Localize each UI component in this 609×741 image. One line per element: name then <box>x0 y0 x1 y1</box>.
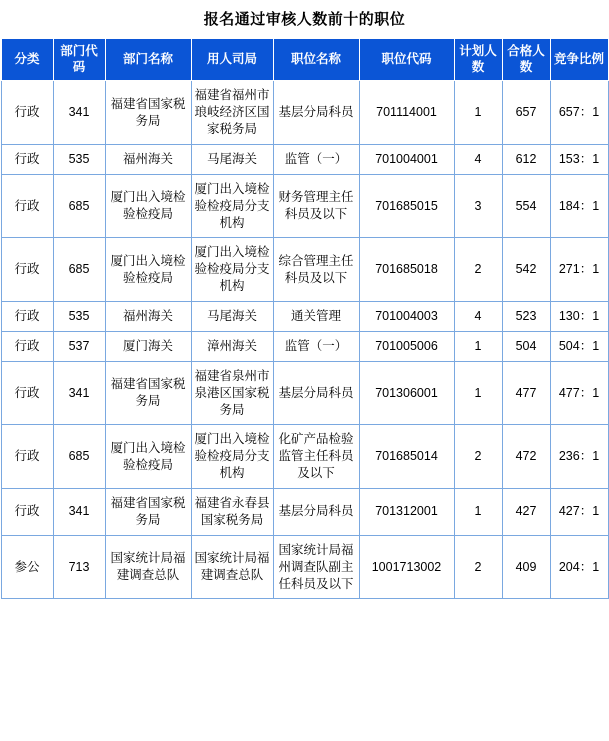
cell-dept-code: 685 <box>53 425 105 489</box>
cell-pass: 409 <box>502 535 550 599</box>
cell-dept-code: 685 <box>53 174 105 238</box>
table-body <box>1 81 608 599</box>
cell-category: 行政 <box>1 361 53 425</box>
cell-dept-name: 福州海关 <box>105 302 191 332</box>
cell-dept-code: 535 <box>53 144 105 174</box>
cell-dept-name: 厦门出入境检验检疫局 <box>105 238 191 302</box>
table-row <box>1 331 608 361</box>
cell-job-code: 701004001 <box>359 144 454 174</box>
cell-dept-code: 341 <box>53 489 105 536</box>
cell-dept-name: 福建省国家税务局 <box>105 81 191 145</box>
cell-category: 行政 <box>1 81 53 145</box>
cell-dept-code: 341 <box>53 361 105 425</box>
cell-pass: 612 <box>502 144 550 174</box>
cell-ratio: 236：1 <box>550 425 608 489</box>
column-header-ratio: 竞争比例 <box>550 39 608 81</box>
cell-category: 参公 <box>1 535 53 599</box>
column-header-job-name: 职位名称 <box>273 39 359 81</box>
cell-category: 行政 <box>1 331 53 361</box>
column-header-pass: 合格人数 <box>502 39 550 81</box>
column-header-unit: 用人司局 <box>191 39 273 81</box>
column-header-category: 分类 <box>1 39 53 81</box>
cell-pass: 472 <box>502 425 550 489</box>
cell-category: 行政 <box>1 425 53 489</box>
cell-dept-code: 713 <box>53 535 105 599</box>
cell-plan: 1 <box>454 489 502 536</box>
page-title: 报名通过审核人数前十的职位 <box>203 11 406 28</box>
cell-job-code: 701114001 <box>359 81 454 145</box>
table-row <box>1 535 608 599</box>
table-header <box>1 39 608 81</box>
cell-category: 行政 <box>1 489 53 536</box>
table-row <box>1 144 608 174</box>
cell-job-name: 监管（一） <box>273 144 359 174</box>
cell-job-code: 701685014 <box>359 425 454 489</box>
cell-pass: 477 <box>502 361 550 425</box>
positions-table <box>1 38 609 599</box>
cell-ratio: 657：1 <box>550 81 608 145</box>
table-row <box>1 81 608 145</box>
cell-plan: 2 <box>454 425 502 489</box>
cell-category: 行政 <box>1 144 53 174</box>
cell-job-code: 1001713002 <box>359 535 454 599</box>
cell-job-name: 监管（一） <box>273 331 359 361</box>
cell-plan: 4 <box>454 302 502 332</box>
cell-category: 行政 <box>1 174 53 238</box>
cell-ratio: 427：1 <box>550 489 608 536</box>
cell-unit: 厦门出入境检验检疫局分支机构 <box>191 174 273 238</box>
cell-unit: 福建省永春县国家税务局 <box>191 489 273 536</box>
cell-unit: 福建省福州市琅岐经济区国家税务局 <box>191 81 273 145</box>
cell-plan: 4 <box>454 144 502 174</box>
table-row <box>1 302 608 332</box>
cell-ratio: 204：1 <box>550 535 608 599</box>
cell-job-name: 综合管理主任科员及以下 <box>273 238 359 302</box>
cell-job-code: 701312001 <box>359 489 454 536</box>
cell-job-name: 基层分局科员 <box>273 489 359 536</box>
cell-plan: 1 <box>454 361 502 425</box>
table-row <box>1 238 608 302</box>
cell-plan: 1 <box>454 81 502 145</box>
cell-dept-name: 厦门海关 <box>105 331 191 361</box>
cell-ratio: 477：1 <box>550 361 608 425</box>
cell-plan: 2 <box>454 535 502 599</box>
cell-job-code: 701685015 <box>359 174 454 238</box>
cell-ratio: 271：1 <box>550 238 608 302</box>
column-header-dept-code: 部门代码 <box>53 39 105 81</box>
cell-job-name: 国家统计局福州调查队副主任科员及以下 <box>273 535 359 599</box>
cell-ratio: 130：1 <box>550 302 608 332</box>
cell-dept-name: 国家统计局福建调查总队 <box>105 535 191 599</box>
cell-unit: 马尾海关 <box>191 144 273 174</box>
cell-unit: 厦门出入境检验检疫局分支机构 <box>191 238 273 302</box>
cell-job-code: 701685018 <box>359 238 454 302</box>
table-row <box>1 425 608 489</box>
cell-pass: 542 <box>502 238 550 302</box>
cell-pass: 504 <box>502 331 550 361</box>
cell-dept-name: 福建省国家税务局 <box>105 489 191 536</box>
cell-category: 行政 <box>1 238 53 302</box>
cell-dept-code: 685 <box>53 238 105 302</box>
cell-job-code: 701005006 <box>359 331 454 361</box>
cell-pass: 554 <box>502 174 550 238</box>
cell-pass: 427 <box>502 489 550 536</box>
cell-plan: 1 <box>454 331 502 361</box>
cell-unit: 国家统计局福建调查总队 <box>191 535 273 599</box>
cell-job-name: 通关管理 <box>273 302 359 332</box>
table-row <box>1 174 608 238</box>
table-header-row <box>1 39 608 81</box>
cell-dept-name: 厦门出入境检验检疫局 <box>105 174 191 238</box>
cell-job-code: 701306001 <box>359 361 454 425</box>
cell-pass: 523 <box>502 302 550 332</box>
cell-dept-code: 535 <box>53 302 105 332</box>
column-header-plan: 计划人数 <box>454 39 502 81</box>
cell-dept-name: 福州海关 <box>105 144 191 174</box>
cell-plan: 2 <box>454 238 502 302</box>
column-header-job-code: 职位代码 <box>359 39 454 81</box>
column-header-dept-name: 部门名称 <box>105 39 191 81</box>
cell-category: 行政 <box>1 302 53 332</box>
cell-dept-code: 341 <box>53 81 105 145</box>
cell-ratio: 504：1 <box>550 331 608 361</box>
cell-unit: 福建省泉州市泉港区国家税务局 <box>191 361 273 425</box>
cell-dept-name: 福建省国家税务局 <box>105 361 191 425</box>
cell-unit: 漳州海关 <box>191 331 273 361</box>
cell-unit: 厦门出入境检验检疫局分支机构 <box>191 425 273 489</box>
cell-pass: 657 <box>502 81 550 145</box>
cell-job-name: 基层分局科员 <box>273 361 359 425</box>
cell-ratio: 153：1 <box>550 144 608 174</box>
cell-ratio: 184：1 <box>550 174 608 238</box>
cell-dept-code: 537 <box>53 331 105 361</box>
cell-dept-name: 厦门出入境检验检疫局 <box>105 425 191 489</box>
cell-job-name: 化矿产品检验监管主任科员及以下 <box>273 425 359 489</box>
cell-job-name: 基层分局科员 <box>273 81 359 145</box>
cell-unit: 马尾海关 <box>191 302 273 332</box>
cell-plan: 3 <box>454 174 502 238</box>
cell-job-name: 财务管理主任科员及以下 <box>273 174 359 238</box>
table-row <box>1 361 608 425</box>
cell-job-code: 701004003 <box>359 302 454 332</box>
table-row <box>1 489 608 536</box>
